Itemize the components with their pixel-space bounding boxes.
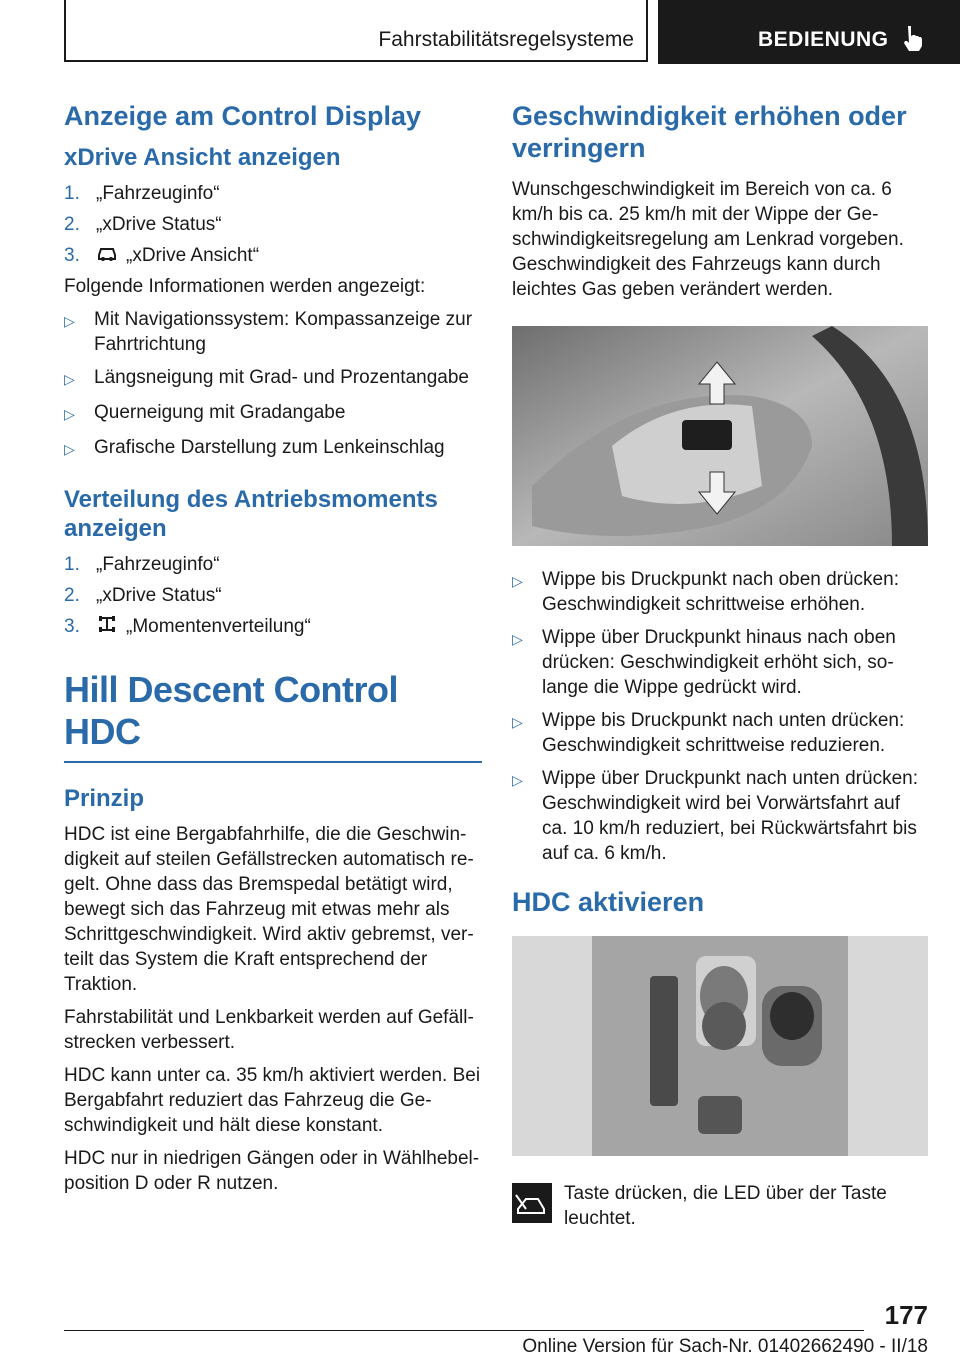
step-item: 3. „Momentenverteilung“ <box>64 615 311 637</box>
xdrive-steps <box>64 181 482 268</box>
footer-version: Online Version für Sach-Nr. 01402662490 - II/18 <box>522 1336 928 1357</box>
list-item: ▷ Wippe über Druckpunkt nach unten drücken: Geschwindigkeit wird bei Vorwärtsfahrt auf ca. 10 km/h reduziert, bei Rückwärtsfahrt bis auf ca. 6 km/h. <box>512 767 918 864</box>
hand-pointer-icon <box>902 24 924 52</box>
heading-control-display: Anzeige am Control Display <box>64 101 422 131</box>
speed-list <box>512 567 930 866</box>
info-intro: Folgende Informationen werden angezeigt: <box>64 276 426 298</box>
heading-hdc: Hill Descent Control HDC <box>64 669 482 763</box>
triangle-bullet-icon: ▷ <box>512 630 523 647</box>
right-column <box>512 100 930 1239</box>
triangle-bullet-icon: ▷ <box>512 713 523 730</box>
speed-intro: Wunschgeschwindigkeit im Bereich von ca. 6 km/h bis ca. 25 km/h mit der Wippe der Ge‐schwindigkeitsregelung am Lenkrad vorgeben. Geschwindigkeit des Fahrzeugs kann durch leichtes Gas geben verändert werden. <box>512 178 904 300</box>
triangle-bullet-icon: ▷ <box>64 441 75 458</box>
paragraph: Fahrstabilität und Lenkbarkeit werden auf Gefäll‐strecken verbessert. <box>64 1006 474 1053</box>
heading-speed-adjust: Geschwindigkeit erhöhen oder verringern <box>512 101 907 164</box>
hdc-button-text: Taste drücken, die LED über der Taste leuchtet. <box>564 1183 887 1230</box>
heading-xdrive-view: xDrive Ansicht anzeigen <box>64 144 341 172</box>
header-section-title: Fahrstabilitätsregelsysteme <box>378 28 634 51</box>
torque-distribution-icon <box>96 614 118 634</box>
torque-steps <box>64 552 482 639</box>
center-console-image <box>512 936 928 1156</box>
steering-wheel-rocker-image <box>512 326 928 546</box>
triangle-bullet-icon: ▷ <box>64 371 75 388</box>
step-item: 1. „Fahrzeuginfo“ <box>64 183 220 205</box>
step-item: 2. „xDrive Status“ <box>64 214 222 236</box>
page-number: 177 <box>884 1300 928 1330</box>
header-chapter-box <box>658 0 960 64</box>
left-column <box>64 100 482 1204</box>
paragraph: HDC nur in niedrigen Gängen oder in Wählhebel‐position D oder R nutzen. <box>64 1147 480 1194</box>
footer-divider <box>64 1330 864 1331</box>
list-item: ▷ Grafische Darstellung zum Lenkeinschlag <box>64 435 482 462</box>
list-item: ▷ Wippe bis Druckpunkt nach oben drücken: Geschwindigkeit schrittweise erhöhen. <box>512 568 899 615</box>
paragraph: HDC ist eine Bergabfahrhilfe, die die Geschwin‐digkeit auf steilen Gefällstrecken automatisch re‐gelt. Ohne dass das Bremspedal betätigt wird, bewegt sich das Fahrzeug mit etwas mehr als Schrittgeschwindigkeit. Wird aktiv gebremst, ver‐teilt das System die Kraft entsprechend der Traktion. <box>64 823 474 995</box>
triangle-bullet-icon: ▷ <box>64 313 75 330</box>
car-view-icon <box>96 243 118 263</box>
list-item: ▷ Querneigung mit Gradangabe <box>64 400 482 427</box>
step-item: 1. „Fahrzeuginfo“ <box>64 553 220 575</box>
heading-hdc-activate: HDC aktivieren <box>512 886 705 917</box>
heading-principle: Prinzip <box>64 784 145 812</box>
header-chapter-title: BEDIENUNG <box>758 28 889 51</box>
paragraph: HDC kann unter ca. 35 km/h aktiviert werden. Bei Bergabfahrt reduziert das Fahrzeug die Ge‐schwindigkeit und hält diese konstant. <box>64 1064 481 1136</box>
hdc-button-instruction <box>512 1181 930 1239</box>
list-item: ▷ Mit Navigationssystem: Kompassanzeige zur Fahrtrichtung <box>64 309 473 356</box>
step-item: 3. „xDrive Ansicht“ <box>64 245 260 267</box>
step-item: 2. „xDrive Status“ <box>64 584 222 606</box>
triangle-bullet-icon: ▷ <box>512 771 523 788</box>
heading-torque-distribution: Verteilung des Antriebsmoments anzeigen <box>64 486 438 542</box>
triangle-bullet-icon: ▷ <box>512 572 523 589</box>
list-item: ▷ Wippe über Druckpunkt hinaus nach oben drücken: Geschwindigkeit erhöht sich, so‐lange die Wippe gedrückt wird. <box>512 626 896 698</box>
header-section-box <box>64 0 648 62</box>
list-item: ▷ Wippe bis Druckpunkt nach unten drücken: Geschwindigkeit schrittweise reduzieren. <box>512 709 905 756</box>
info-list <box>64 307 482 462</box>
hdc-button-icon <box>512 1183 552 1223</box>
list-item: ▷ Längsneigung mit Grad- und Prozentangabe <box>64 365 482 392</box>
triangle-bullet-icon: ▷ <box>64 406 75 423</box>
